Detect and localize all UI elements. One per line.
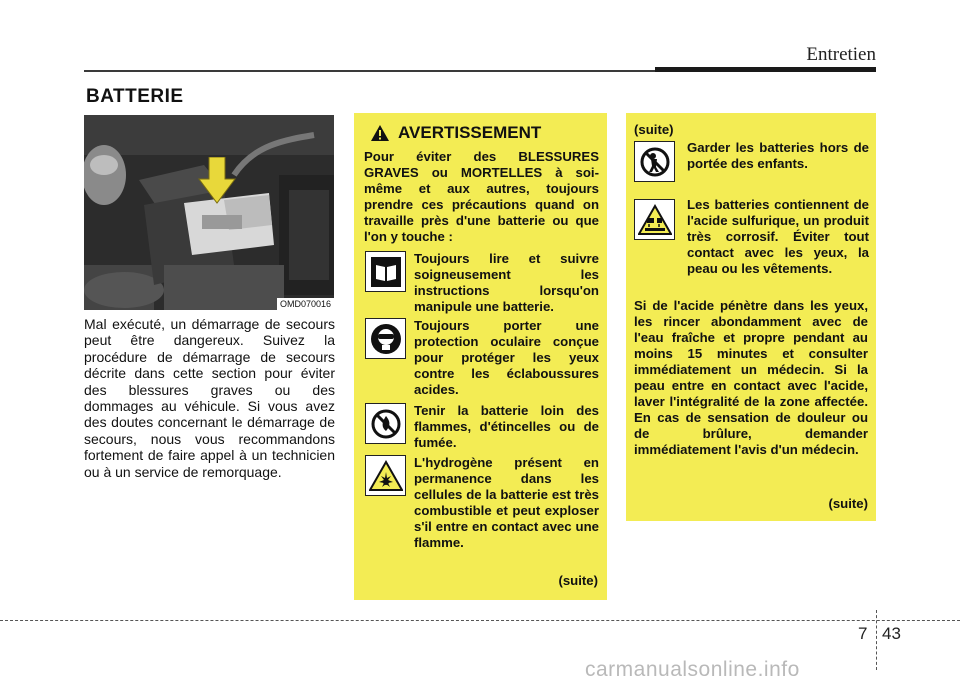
warning-item-text: Toujours porter une protection oculaire conçue pour protéger les yeux contre les éclaboussures acides. <box>414 318 599 397</box>
warning-intro: Pour éviter des BLESSURES GRAVES ou MORTELLES à soi-même et aux autres, toujours prendre ces précautions quand on travaille près d'une batterie ou que l'on y touche : <box>364 149 599 244</box>
icon-frame-read-manual <box>365 251 406 292</box>
icon-frame-explosive <box>365 455 406 496</box>
warning-title: AVERTISSEMENT <box>398 123 542 142</box>
intro-paragraph: Mal exécuté, un démarrage de secours peut être dangereux. Suivez la procédure de démarrage de secours décrite dans cette section pour éviter des blessures graves ou des dommages au véhicule. Si vous avez des doutes concernant le démarrage de secours, nous vous recommandons fortement de faire appel à un technicien ou à un service de remorquage. <box>84 316 335 480</box>
chapter-number: 7 <box>858 624 868 643</box>
indicator-arrow-icon <box>197 157 237 207</box>
continued-marker: (suite) <box>634 122 674 137</box>
eye-protection-icon <box>370 323 402 355</box>
warning-box <box>354 113 607 600</box>
warning-header <box>370 123 541 143</box>
keep-away-children-icon <box>639 146 671 178</box>
watermark: carmanualsonline.info <box>585 658 800 681</box>
header-rule <box>84 70 684 72</box>
no-flame-icon <box>370 408 402 440</box>
warning-continued-box <box>626 113 876 521</box>
page-title: BATTERIE <box>86 86 184 107</box>
explosive-icon <box>369 460 403 492</box>
svg-text:i: i <box>384 271 387 279</box>
footer-rule <box>0 620 960 621</box>
warning-item-text: Toujours lire et suivre soigneusement les instructions lorsqu'on manipule une batterie. <box>414 251 599 314</box>
continued-marker: (suite) <box>828 496 868 511</box>
warning-triangle-icon <box>370 124 390 142</box>
read-manual-icon <box>370 256 402 288</box>
section-header-title: Entretien <box>806 44 876 65</box>
page-number: 43 <box>882 624 901 643</box>
warning-item-text: L'hydrogène présent en permanence dans les cellules de la batterie est très combustible et peut exploser s'il entre en contact avec une flamme. <box>414 455 599 550</box>
header-rule-thick <box>655 67 876 72</box>
acid-instructions: Si de l'acide pénètre dans les yeux, les rincer abondamment avec de l'eau fraîche et propre pendant au moins 15 minutes et consulter immédiatement un médecin. Si la peau entre en contact avec l'acide, laver l'intégralité de la zone affectée. En cas de sensation de douleur ou de brûlure, demander immédiatement l'avis d'un médecin. <box>634 298 868 457</box>
figure-caption: OMD070016 <box>277 298 334 310</box>
footer-divider <box>876 610 877 670</box>
corrosive-acid-icon <box>638 204 672 236</box>
icon-frame-children <box>634 141 675 182</box>
continued-item-text: Les batteries contiennent de l'acide sulfurique, un produit très corrosif. Éviter tout contact avec les yeux, la peau ou les vêtements. <box>687 197 869 276</box>
warning-item-text: Tenir la batterie loin des flammes, d'étincelles ou de fumée. <box>414 403 599 450</box>
icon-frame-no-flame <box>365 403 406 444</box>
continued-item-text: Garder les batteries hors de portée des enfants. <box>687 140 869 171</box>
icon-frame-eye-protection <box>365 318 406 359</box>
continued-marker: (suite) <box>558 573 598 588</box>
icon-frame-corrosive <box>634 199 675 240</box>
battery-photo <box>84 115 334 310</box>
